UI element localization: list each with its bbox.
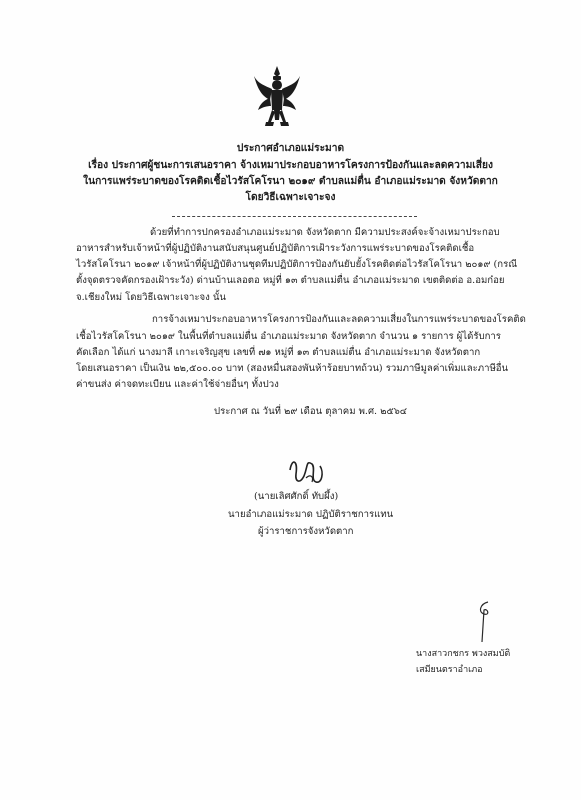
paragraph2-line-3: คัดเลือก ได้แก่ นางมาลี เกาะเจริญสุข เลขที่ ๗๑ หมู่ที่ ๑๓ ตำบลแม่ตื่น อำเภอแม่ระมาด จังหวัดตาก: [76, 347, 481, 358]
date-line: ประกาศ ณ วันที่ ๒๙ เดือน ตุลาคม พ.ศ. ๒๕๖๔: [214, 406, 408, 417]
subject-line-2: ในการแพร่ระบาดของโรคติดเชื้อไวรัสโคโรนา ๒๐๑๙ ตำบลแม่ตื่น อำเภอแม่ระมาด จังหวัดตาก: [83, 175, 498, 187]
paragraph2-line-4: โดยเสนอราคา เป็นเงิน ๒๒,๕๐๐.๐๐ บาท (สองหมื่นสองพันห้าร้อยบาทถ้วน) รวมภาษีมูลค่าเพิ่มและภาษีอื่น: [76, 363, 509, 374]
paragraph1-line-5: จ.เชียงใหม่ โดยวิธีเฉพาะเจาะจง นั้น: [76, 292, 226, 303]
clerk-name: นางสาวกชกร พวงสมบัติ: [416, 649, 511, 659]
subject-line-1: เรื่อง ประกาศผู้ชนะการเสนอราคา จ้างเหมาประกอบอาหารโครงการป้องกันและลดความเสี่ยง: [88, 159, 493, 171]
signatory-title-1: นายอำเภอแม่ระมาด ปฏิบัติราชการแทน: [228, 509, 394, 520]
signatory-name: (นายเลิศศักดิ์ ทับผึ้ง): [254, 491, 339, 502]
paragraph1-line-1: ด้วยที่ทำการปกครองอำเภอแม่ระมาด จังหวัดตาก มีความประสงค์จะจ้างเหมาประกอบ: [150, 227, 500, 238]
clerk-title: เสมียนตราอำเภอ: [416, 665, 483, 675]
divider-line: [172, 216, 417, 217]
announcer-title: ประกาศอำเภอแม่ระมาด: [236, 142, 345, 154]
subject-line-3: โดยวิธีเฉพาะเจาะจง: [245, 191, 336, 203]
paragraph2-line-2: เชื้อไวรัสโคโรนา ๒๐๑๙ ในพื้นที่ตำบลแม่ตื่น อำเภอแม่ระมาด จังหวัดตาก จำนวน ๑ รายการ ผู้ได้รับการ: [76, 331, 501, 342]
garuda-emblem-icon: [252, 64, 302, 130]
paragraph1-line-2: อาหารสำหรับเจ้าหน้าที่ผู้ปฏิบัติงานสนับสนุนศูนย์ปฏิบัติการเฝ้าระวังการแพร่ระบาดของโรคติดเชื้อ: [76, 243, 475, 254]
paragraph1-line-3: ไวรัสโคโรนา ๒๐๑๙ เจ้าหน้าที่ผู้ปฏิบัติงานชุดทีมปฏิบัติการป้องกันยับยั้งโรคติดต่อไวรัสโคโรนา ๒๐๑๙ (กรณี: [76, 259, 518, 270]
signatory-title-2: ผู้ว่าราชการจังหวัดตาก: [258, 526, 354, 537]
signature-scribble: [286, 452, 330, 490]
paragraph2-line-1: การจ้างเหมาประกอบอาหารโครงการป้องกันและลดความเสี่ยงในการแพร่ระบาดของโรคติด: [152, 314, 526, 325]
clerk-signature-scribble: [470, 598, 498, 644]
paragraph2-line-5: ค่าขนส่ง ค่าจดทะเบียน และค่าใช้จ่ายอื่นๆ ทั้งปวง: [76, 379, 279, 390]
paragraph1-line-4: ตั้งจุดตรวจคัดกรองเฝ้าระวัง) ด่านบ้านเลอตอ หมู่ที่ ๑๓ ตำบลแม่ตื่น อำเภอแม่ระมาด เขตติดต่อ อ.อมก๋อย: [76, 275, 505, 286]
